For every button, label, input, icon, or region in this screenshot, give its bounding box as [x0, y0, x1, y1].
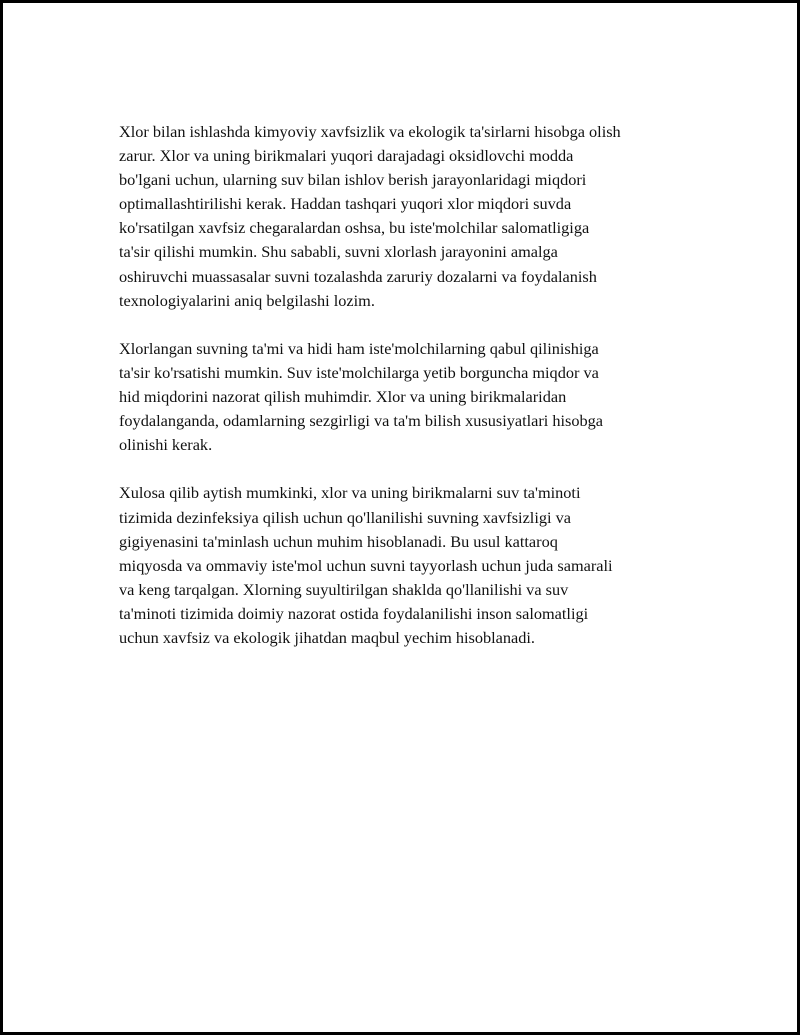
paragraph-chlorine-safety: Xlor bilan ishlashda kimyoviy xavfsizlik va ekologik ta'sirlarni hisobga olish zarur. Xlor va uning birikmalari yuqori darajadagi oksidlovchi modda bo'lgani uchun, ularning suv bilan ishlov berish jarayonlaridagi miqdori optimallashtirilishi kerak. Haddan tashqari yuqori xlor miqdori suvda ko'rsatilgan xavfsiz chegaralardan oshsa, bu iste'molchilar salomatligiga ta'sir qilishi mumkin. Shu sababli, suvni xlorlash jarayonini amalga oshiruvchi muassasalar suvni tozalashda zaruriy dozalarni va foydalanish texnologiyalarini aniq belgilashi lozim.: [119, 122, 621, 310]
paragraph-conclusion: Xulosa qilib aytish mumkinki, xlor va uning birikmalarni suv ta'minoti tizimida dezinfeksiya qilish uchun qo'llanilishi suvning xavfsizligi va gigiyenasini ta'minlash uchun muhim hisoblanadi. Bu usul kattaroq miqyosda va ommaviy iste'mol uchun suvni tayyorlash uchun juda samarali va keng tarqalgan. Xlorning suyultirilgan shaklda qo'llanilishi va suv ta'minoti tizimida doimiy nazorat ostida foydalanilishi inson salomatligi uchun xavfsiz va ekologik jihatdan maqbul yechim hisoblanadi.: [119, 483, 613, 647]
paragraph-taste-and-odor: Xlorlangan suvning ta'mi va hidi ham iste'molchilarning qabul qilinishiga ta'sir ko'rsatishi mumkin. Suv iste'molchilarga yetib borguncha miqdor va hid miqdorini nazorat qilish muhimdir. Xlor va uning birikmalaridan foydalanganda, odamlarning sezgirligi va ta'm bilish xususiyatlari hisobga olinishi kerak.: [119, 338, 604, 455]
document-body: [119, 120, 694, 674]
